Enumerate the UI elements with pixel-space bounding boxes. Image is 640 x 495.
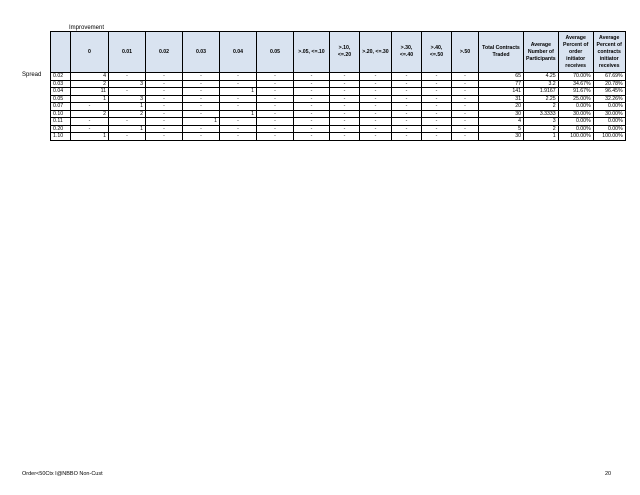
table-cell: - (220, 73, 257, 81)
spread-value-cell: 0.03 (51, 80, 71, 88)
table-cell: - (146, 110, 183, 118)
table-row (51, 88, 626, 96)
table-cell: 30.00% (558, 110, 593, 118)
table-cell: - (422, 125, 452, 133)
table-cell: 3 (524, 118, 559, 126)
table-cell: 1.9167 (524, 88, 559, 96)
column-header: 0.02 (146, 32, 183, 73)
table-cell: 30 (479, 110, 524, 118)
table-cell: - (452, 95, 479, 103)
table-cell: - (183, 103, 220, 111)
table-cell: 100.00% (558, 133, 593, 141)
table-cell: - (360, 103, 392, 111)
column-header: 0.04 (220, 32, 257, 73)
table-cell: 4.25 (524, 73, 559, 81)
table-cell: 2.25 (524, 95, 559, 103)
column-header: >.05, <=.10 (294, 32, 330, 73)
table-cell: - (220, 103, 257, 111)
table-cell: - (452, 118, 479, 126)
table-cell: 96.45% (593, 88, 625, 96)
table-row (51, 80, 626, 88)
table-cell: 4 (71, 73, 109, 81)
table-cell: - (452, 80, 479, 88)
table-row (51, 73, 626, 81)
table-cell: - (71, 118, 109, 126)
table-cell: - (257, 103, 294, 111)
table-cell: - (422, 73, 452, 81)
table-row (51, 118, 626, 126)
table-cell: 1 (220, 88, 257, 96)
table-cell: - (330, 80, 360, 88)
table-cell: - (220, 125, 257, 133)
table-cell: - (183, 125, 220, 133)
column-header (51, 32, 71, 73)
column-header: 0.03 (183, 32, 220, 73)
table-cell: 70.00% (558, 73, 593, 81)
footer-title: Order<50Ctx I@NBBO Non-Cust (22, 471, 103, 477)
table-cell: 100.00% (593, 133, 625, 141)
table-cell: - (422, 80, 452, 88)
table-cell: - (452, 110, 479, 118)
column-header: Average Percent of order initiator receives (558, 32, 593, 73)
table-cell: 20.78% (593, 80, 625, 88)
table-cell: 0.00% (558, 125, 593, 133)
table-cell: - (330, 118, 360, 126)
table-cell: 2 (524, 103, 559, 111)
table-cell: - (452, 125, 479, 133)
table-cell: 1 (109, 125, 146, 133)
table-cell: - (146, 88, 183, 96)
table-cell: 11 (71, 88, 109, 96)
table-cell: 2 (71, 110, 109, 118)
table-cell: - (392, 110, 422, 118)
column-header: 0.01 (109, 32, 146, 73)
table-cell: - (422, 118, 452, 126)
table-cell: 0.00% (593, 125, 625, 133)
table-cell: - (146, 80, 183, 88)
data-table (50, 31, 626, 141)
table-cell: - (71, 125, 109, 133)
table-cell: - (360, 73, 392, 81)
table-cell: 65 (479, 73, 524, 81)
spread-value-cell: 0.11 (51, 118, 71, 126)
table-cell: - (452, 88, 479, 96)
table-cell: 0.00% (558, 103, 593, 111)
table-cell: 1 (220, 110, 257, 118)
table-cell: 34.67% (558, 80, 593, 88)
table-cell: - (257, 118, 294, 126)
column-header: >.20, <=.30 (360, 32, 392, 73)
table-cell: - (146, 95, 183, 103)
table-cell: 0.00% (558, 118, 593, 126)
table-cell: - (422, 95, 452, 103)
table-cell: - (146, 118, 183, 126)
table-cell: 67.69% (593, 73, 625, 81)
header-row (51, 32, 626, 73)
table-cell: - (220, 133, 257, 141)
table-cell: - (294, 80, 330, 88)
table-cell: - (392, 88, 422, 96)
table-cell: - (146, 133, 183, 141)
table-row (51, 133, 626, 141)
table-cell: - (392, 73, 422, 81)
column-header: >.10, <=.20 (330, 32, 360, 73)
table-row (51, 125, 626, 133)
table-cell: 5 (479, 125, 524, 133)
table-cell: - (452, 73, 479, 81)
column-header: 0 (71, 32, 109, 73)
table-cell: 3 (109, 95, 146, 103)
spread-value-cell: 0.10 (51, 110, 71, 118)
table-cell: - (257, 73, 294, 81)
table-cell: - (392, 95, 422, 103)
table-cell: 2 (71, 80, 109, 88)
table-cell: - (220, 118, 257, 126)
table-cell: 77 (479, 80, 524, 88)
table-cell: - (257, 95, 294, 103)
spread-value-cell: 0.02 (51, 73, 71, 81)
spread-label: Spread (22, 72, 42, 78)
table-cell: - (294, 118, 330, 126)
table-cell: - (109, 118, 146, 126)
table-cell: 0.00% (593, 118, 625, 126)
table-cell: - (452, 103, 479, 111)
table-cell: - (257, 133, 294, 141)
improvement-label: Improvement (69, 25, 105, 31)
table-cell: - (183, 80, 220, 88)
table-cell: - (360, 125, 392, 133)
table-cell: - (257, 110, 294, 118)
table-cell: 1 (71, 133, 109, 141)
table-cell: - (183, 110, 220, 118)
table-cell: 91.67% (558, 88, 593, 96)
table-row (51, 103, 626, 111)
table-cell: - (109, 133, 146, 141)
table-cell: - (294, 73, 330, 81)
table-cell: - (422, 88, 452, 96)
table-cell: - (294, 125, 330, 133)
table-cell: - (146, 73, 183, 81)
table-cell: - (183, 95, 220, 103)
table-cell: - (257, 125, 294, 133)
table-cell: - (294, 103, 330, 111)
table-cell: 0.00% (593, 103, 625, 111)
table-cell: - (392, 103, 422, 111)
spread-value-cell: 0.05 (51, 95, 71, 103)
table-cell: 3.3333 (524, 110, 559, 118)
table-cell: - (360, 110, 392, 118)
column-header: Total Contracts Traded (479, 32, 524, 73)
table-cell: - (360, 118, 392, 126)
table-cell: - (330, 110, 360, 118)
table-cell: 1 (71, 95, 109, 103)
table-cell: 4 (479, 118, 524, 126)
table-cell: - (330, 133, 360, 141)
table-cell: 25.00% (558, 95, 593, 103)
table-cell: - (71, 103, 109, 111)
table-cell: - (294, 95, 330, 103)
column-header: Average Number of Participants (524, 32, 559, 73)
table-cell: - (183, 133, 220, 141)
table-cell: - (330, 103, 360, 111)
table-cell: - (294, 133, 330, 141)
table-cell: 1 (524, 133, 559, 141)
column-header: >.50 (452, 32, 479, 73)
table-cell: - (422, 110, 452, 118)
table-cell: - (360, 80, 392, 88)
table-cell: 1 (109, 103, 146, 111)
column-header: 0.05 (257, 32, 294, 73)
table-cell: - (360, 88, 392, 96)
table-cell: 3.2 (524, 80, 559, 88)
table-cell: - (220, 80, 257, 88)
page-number: 20 (605, 471, 612, 477)
table-cell: - (183, 88, 220, 96)
table-cell: - (392, 125, 422, 133)
table-cell: - (257, 80, 294, 88)
table-row (51, 95, 626, 103)
table-cell: - (109, 73, 146, 81)
table-cell: - (360, 95, 392, 103)
table-cell: 32.26% (593, 95, 625, 103)
spread-value-cell: 0.07 (51, 103, 71, 111)
table-cell: 31 (479, 95, 524, 103)
column-header: >.30, <=.40 (392, 32, 422, 73)
spread-value-cell: 0.20 (51, 125, 71, 133)
table-body (51, 73, 626, 141)
table-cell: - (183, 73, 220, 81)
spread-value-cell: 1.10 (51, 133, 71, 141)
table-cell: 2 (109, 110, 146, 118)
table-cell: - (392, 133, 422, 141)
table-cell: - (257, 88, 294, 96)
table-cell: - (330, 88, 360, 96)
table-cell: 1 (183, 118, 220, 126)
table-cell: - (422, 103, 452, 111)
table-cell: 3 (109, 80, 146, 88)
table-cell: - (392, 80, 422, 88)
table-cell: - (360, 133, 392, 141)
table-cell: - (392, 118, 422, 126)
column-header: Average Percent of contracts initiator receives (593, 32, 625, 73)
table-cell: - (452, 133, 479, 141)
table-cell: - (422, 133, 452, 141)
table-cell: - (146, 103, 183, 111)
table-cell: - (146, 125, 183, 133)
column-header: >.40, <=.50 (422, 32, 452, 73)
table-cell: 2 (524, 125, 559, 133)
table-cell: - (220, 95, 257, 103)
table-cell: - (330, 125, 360, 133)
table-cell: 30 (479, 133, 524, 141)
table-cell: 20 (479, 103, 524, 111)
spread-value-cell: 0.04 (51, 88, 71, 96)
table-cell: - (109, 88, 146, 96)
table-cell: - (294, 110, 330, 118)
table-cell: 30.00% (593, 110, 625, 118)
table-row (51, 110, 626, 118)
table-cell: - (294, 88, 330, 96)
table-cell: 141 (479, 88, 524, 96)
table-cell: - (330, 73, 360, 81)
table-cell: - (330, 95, 360, 103)
